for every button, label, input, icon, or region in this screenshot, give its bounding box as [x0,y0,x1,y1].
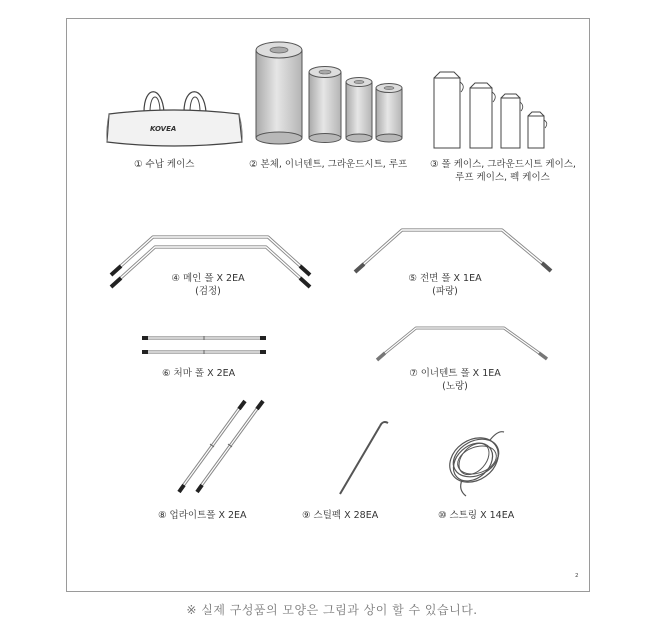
rolls-illustration [252,40,412,145]
storage-bag-illustration [104,80,244,152]
page-mark: ₂ [575,570,579,580]
cases-illustration [428,68,558,153]
caption-4-line-1: ④ 메인 폴 X 2EA [171,273,245,284]
footnote: ※ 실제 구성품의 모양은 그림과 상이 할 수 있습니다. [186,603,478,617]
caption-5 [400,272,490,298]
caption-6: ⑥ 처마 폴 X 2EA [162,368,236,379]
caption-3-line-1: ③ 폴 케이스, 그라운드시트 케이스, [430,159,576,170]
caption-5-line-2: (파랑) [432,286,458,297]
caption-4-line-2: (검정) [195,286,221,297]
bag-logo: KOVEA [150,125,177,133]
string-illustration [440,420,520,500]
caption-1: ① 수납 케이스 [134,159,195,170]
caption-7-line-1: ⑦ 이너텐트 폴 X 1EA [409,368,501,379]
caption-5-line-1: ⑤ 전면 폴 X 1EA [408,273,482,284]
caption-8: ⑧ 업라이트폴 X 2EA [158,510,247,521]
steel-peg-illustration [334,418,394,498]
caption-3 [430,158,575,184]
upright-poles-illustration [172,396,272,496]
caption-3-line-2: 루프 케이스, 펙 케이스 [455,172,550,183]
caption-4 [163,272,253,298]
eave-poles-illustration [140,330,270,360]
inner-tent-pole-illustration [374,320,554,366]
caption-9: ⑨ 스틸펙 X 28EA [302,510,379,521]
caption-10: ⑩ 스트링 X 14EA [438,510,515,521]
caption-7-line-2: (노랑) [442,381,468,392]
caption-7 [405,367,505,393]
caption-2: ② 본체, 이너텐트, 그라운드시트, 루프 [249,159,408,170]
